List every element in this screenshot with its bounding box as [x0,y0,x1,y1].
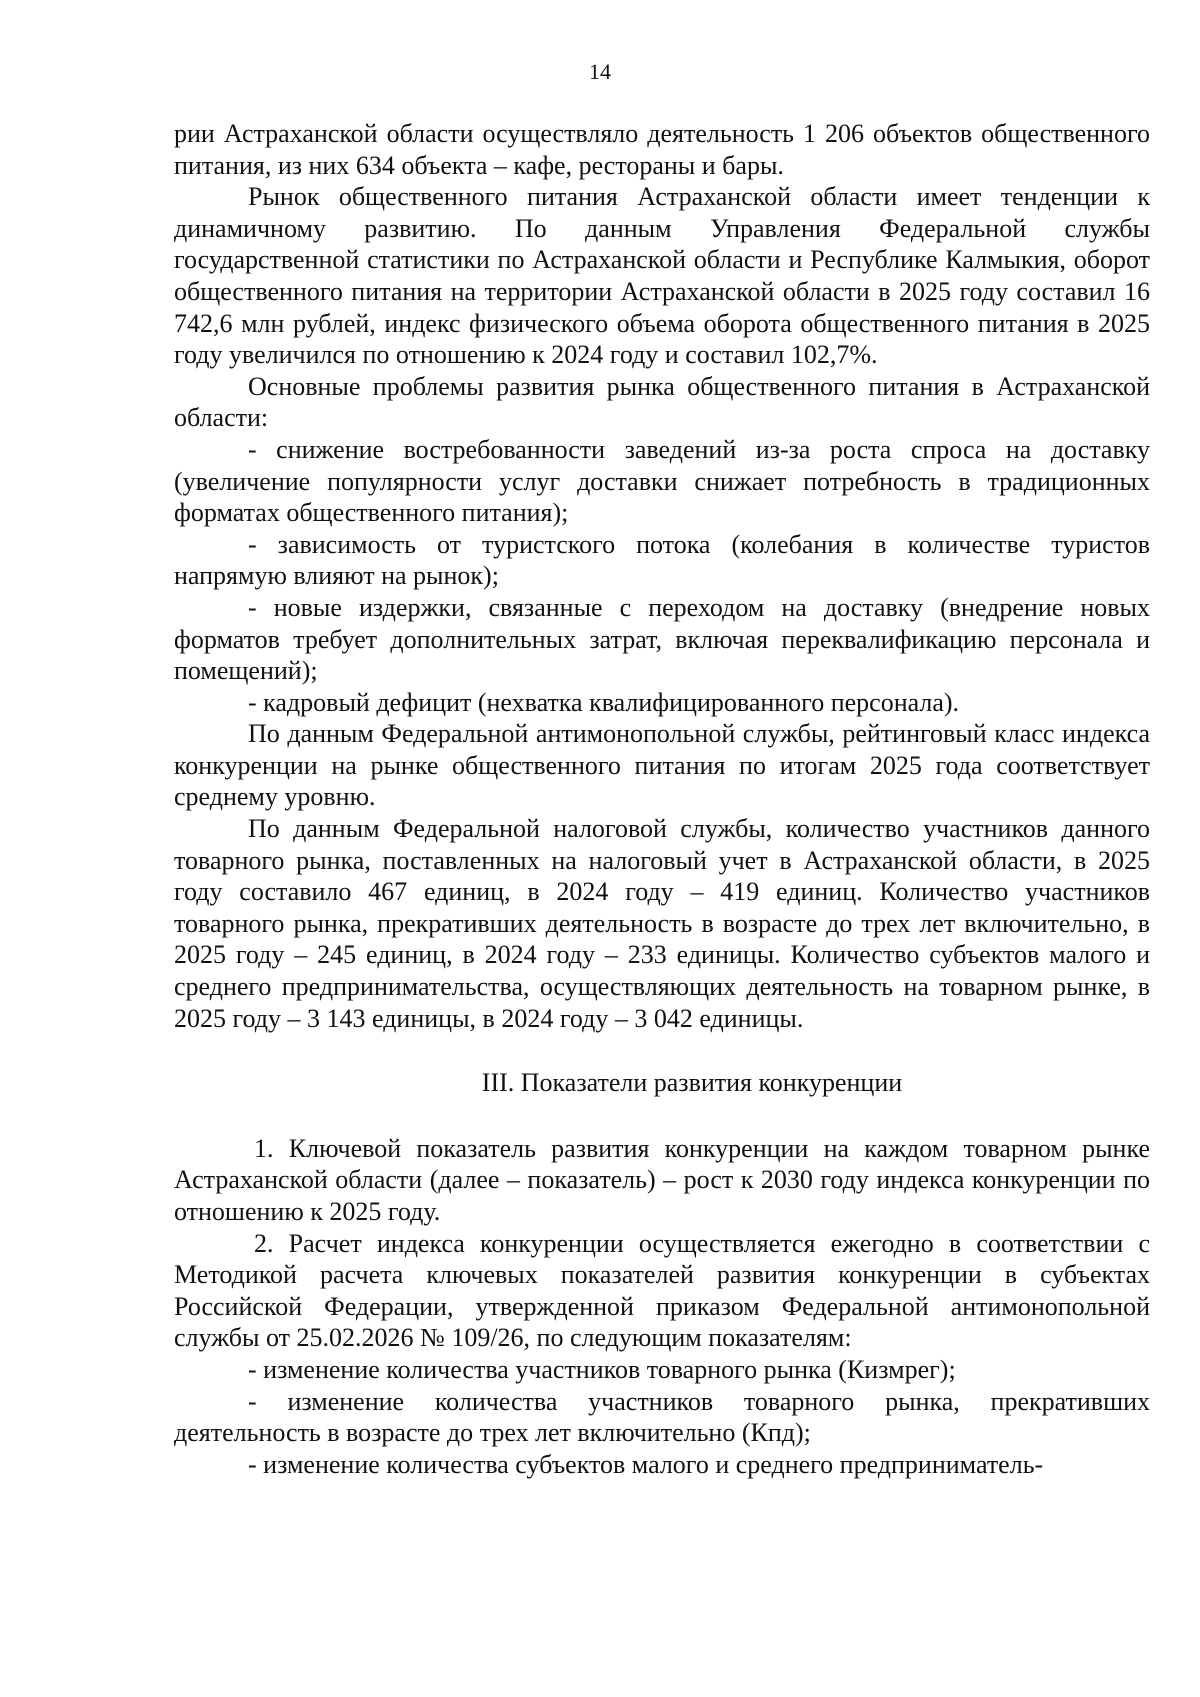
list-item-new-costs: - новые издержки, связанные с переходом на доставку (внедрение новых форматов требует дополнительных затрат, включая переквалификацию персонала и помещений); [174,592,1150,686]
paragraph-tax-service-data: По данным Федеральной налоговой службы, количество участников данного товарного рынка, поставленных на налоговый учет в Астраханской области, в 2025 году составило 467 единиц, в 2024 году – 419 единиц. Количество участников товарного рынка, прекративших деятельность в возрасте до трех лет включительно, в 2025 году – 245 единиц, в 2024 году – 233 единицы. Количество субъектов малого и среднего предпринимательства, осуществляющих деятельность на товарном рынке, в 2025 году – 3 143 единицы, в 2024 году – 3 042 единицы. [174,814,1150,1033]
paragraph-index-calculation: 2. Расчет индекса конкуренции осуществляется ежегодно в соответствии с Методикой расчета ключевых показателей развития конкуренции в субъектах Российской Федерации, утвержденной приказом Федеральной антимонопольной службы от 25.02.2026 № 109/26, по следующим показателям: [174,1228,1150,1353]
list-item-participants-change: - изменение количества участников товарного рынка (Кизмрег); [248,1354,956,1384]
paragraph-continuation: рии Астраханской области осуществляло деятельность 1 206 объектов общественного питания, из них 634 объекта – кафе, рестораны и бары. [174,119,1150,180]
list-item-ceased-participants: - изменение количества участников товарного рынка, прекративших деятельность в возрасте до трех лет включительно (Кпд); [174,1386,1150,1448]
list-item-tourist-flow: - зависимость от туристского потока (колебания в количестве туристов напрямую влияют на рынок); [174,529,1150,591]
list-item-sme-change: - изменение количества субъектов малого и среднего предприниматель- [248,1449,1044,1479]
document-body [174,118,1150,1480]
paragraph-key-indicator: 1. Ключевой показатель развития конкуренции на каждом товарном рынке Астраханской области (далее – показатель) – рост к 2030 году индекса конкуренции по отношению к 2025 году. [174,1133,1150,1226]
list-item-delivery-demand: - снижение востребованности заведений из-за роста спроса на доставку (увеличение популярности услуг доставки снижает потребность в традиционных форматах общественного питания); [174,434,1150,528]
paragraph-main-problems: Основные проблемы развития рынка общественного питания в Астраханской области: [174,371,1150,433]
list-item-staff-shortage: - кадровый дефицит (нехватка квалифицированного персонала). [248,687,960,717]
paragraph-market-development: Рынок общественного питания Астраханской области имеет тенденции к динамичному развитию. По данным Управления Федеральной службы государственной статистики по Астраханской области и Республике Калмыкия, оборот общественного питания на территории Астраханской области в 2025 году составил 16 742,6 млн рублей, индекс физического объема оборота общественного питания в 2025 году увеличился по отношению к 2024 году и составил 102,7%. [174,182,1150,370]
page-number: 14 [589,59,611,84]
paragraph-fas-rating: По данным Федеральной антимонопольной службы, рейтинговый класс индекса конкуренции на рынке общественного питания по итогам 2025 года соответствует среднему уровню. [174,719,1150,812]
section-heading: III. Показатели развития конкуренции [481,1068,903,1098]
